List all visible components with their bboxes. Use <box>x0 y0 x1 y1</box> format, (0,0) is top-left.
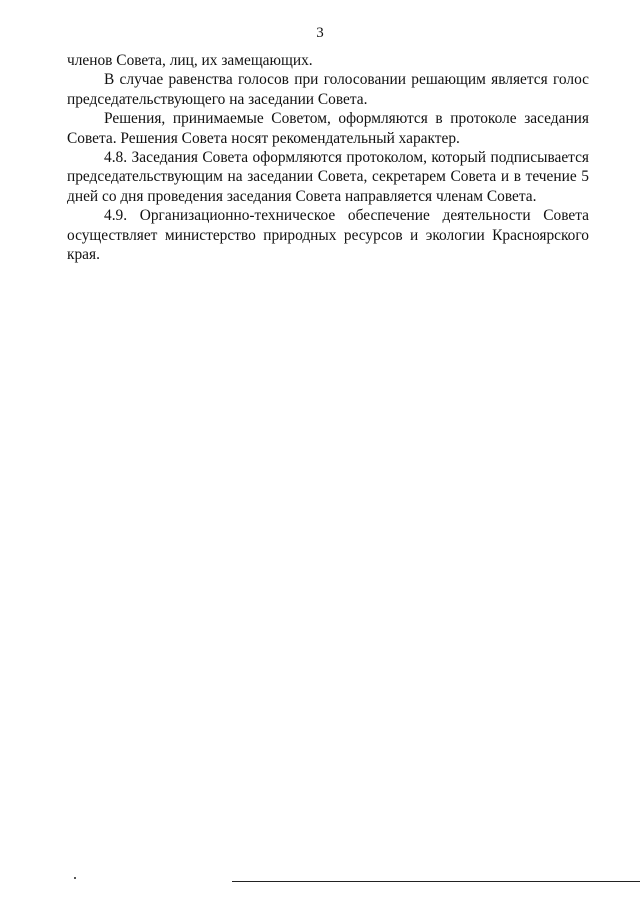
page-number: 3 <box>316 25 324 41</box>
paragraph-4-8: 4.8. Заседания Совета оформляются протоколом, который подписывается председательствующим на заседании Совета, секретарем Совета и в течение 5 дней со дня проведения заседания Совета направляется членам Совета. <box>67 149 589 205</box>
paragraph-4-9: 4.9. Организационно-техническое обеспечение деятельности Совета осуществляет министерство природных ресурсов и экологии Красноярского края. <box>67 207 589 264</box>
document-body <box>67 51 589 264</box>
paragraph-tie-vote: В случае равенства голосов при голосовании решающим является голос председательствующего на заседании Совета. <box>67 71 589 108</box>
paragraph-decisions: Решения, принимаемые Советом, оформляются в протоколе заседания Совета. Решения Совета носят рекомендательный характер. <box>67 110 589 147</box>
footer-rule <box>232 881 640 882</box>
paragraph-continuation: членов Совета, лиц, их замещающих. <box>67 52 313 69</box>
scan-speck <box>74 877 76 879</box>
